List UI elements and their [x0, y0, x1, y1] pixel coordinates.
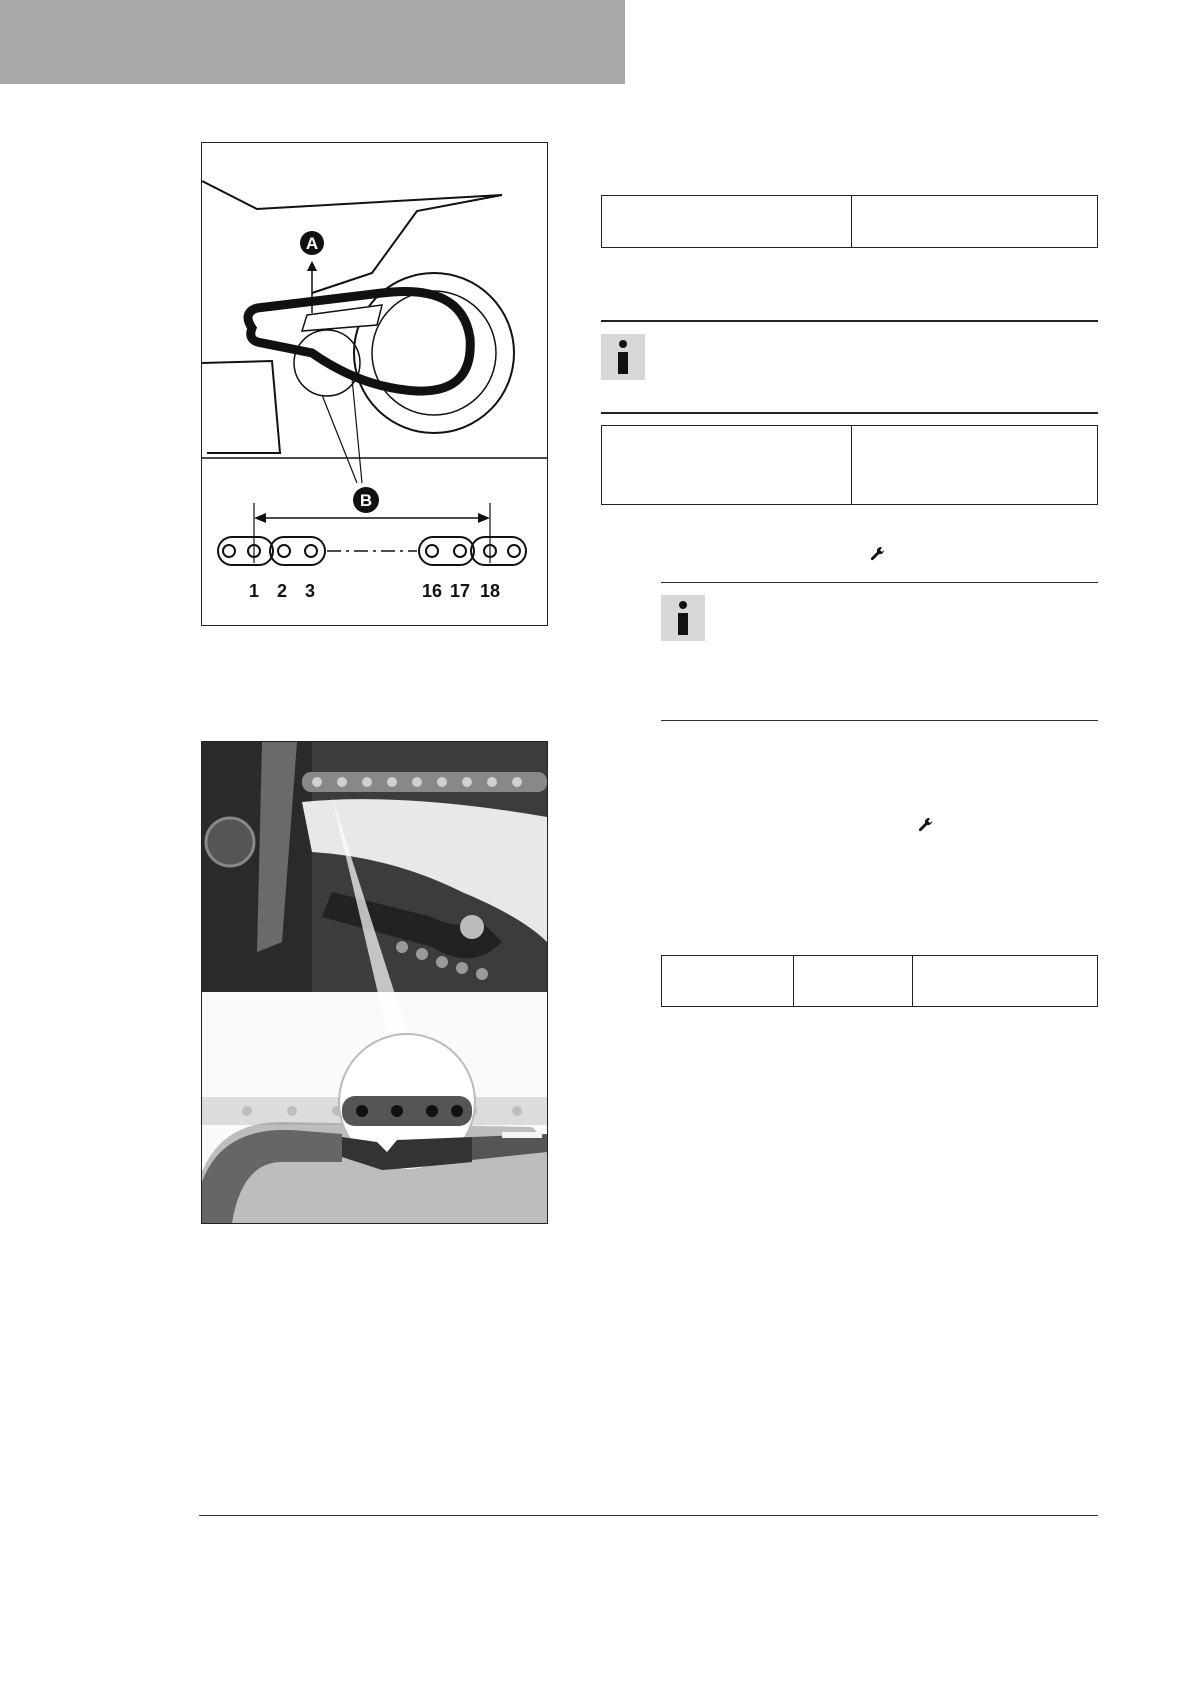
link-label-18: 18: [479, 581, 501, 601]
chain-diagram-figure: [201, 142, 548, 626]
chain-photo-top: [302, 772, 547, 792]
spec-table-3-cell-1: [662, 956, 794, 1007]
marker-b-label: B: [359, 491, 373, 510]
spec-table-2: [601, 425, 1098, 505]
info-glyph: [676, 601, 690, 635]
slider-bolt: [460, 915, 484, 939]
link-label-17: 17: [449, 581, 471, 601]
spec-table-3-cell-2: [794, 956, 913, 1007]
sprocket: [206, 818, 254, 866]
chain-photo: [202, 742, 547, 1223]
spec-table-3: [661, 955, 1098, 1007]
link-label-2: 2: [276, 581, 288, 601]
info-glyph: [616, 340, 630, 374]
zoom-circle-chain: [342, 1096, 472, 1126]
rear-block: [202, 361, 280, 453]
info-note-1-top-rule: [601, 320, 1098, 322]
chain-links-left: [218, 537, 325, 565]
info-icon: [661, 595, 705, 641]
spec-table-2-cell-1: [602, 426, 852, 505]
zoom-slider-slot: [502, 1132, 542, 1138]
info-note-1-bottom-rule: [601, 412, 1098, 414]
chain-loop: [248, 291, 470, 391]
link-label-3: 3: [304, 581, 316, 601]
spec-table-1: [601, 195, 1098, 248]
header-bar: [0, 0, 625, 84]
footer-rule: [199, 1515, 1098, 1516]
spec-table-2-cell-2: [852, 426, 1098, 505]
link-label-1: 1: [248, 581, 260, 601]
magnifier-line-right: [352, 378, 362, 483]
chain-photo-figure: [201, 741, 548, 1224]
arrow-a-head: [307, 261, 317, 271]
wrench-icon: [918, 817, 934, 838]
wheel-inner: [372, 291, 496, 415]
dim-arrow-right: [478, 513, 490, 523]
info-note-2-bottom-rule: [661, 720, 1098, 721]
info-note-2-top-rule: [661, 582, 1098, 583]
spec-table-1-cell-1: [602, 196, 852, 248]
chain-links-right: [419, 537, 526, 565]
spec-table-3-cell-3: [913, 956, 1098, 1007]
dim-arrow-left: [254, 513, 266, 523]
swingarm: [302, 305, 382, 331]
chain-diagram: [202, 143, 547, 625]
info-icon: [601, 334, 645, 380]
marker-a-label: A: [305, 234, 319, 253]
link-label-16: 16: [421, 581, 443, 601]
spec-table-1-cell-2: [852, 196, 1098, 248]
wrench-icon: [870, 546, 886, 567]
magnifier-line-left: [322, 395, 357, 483]
